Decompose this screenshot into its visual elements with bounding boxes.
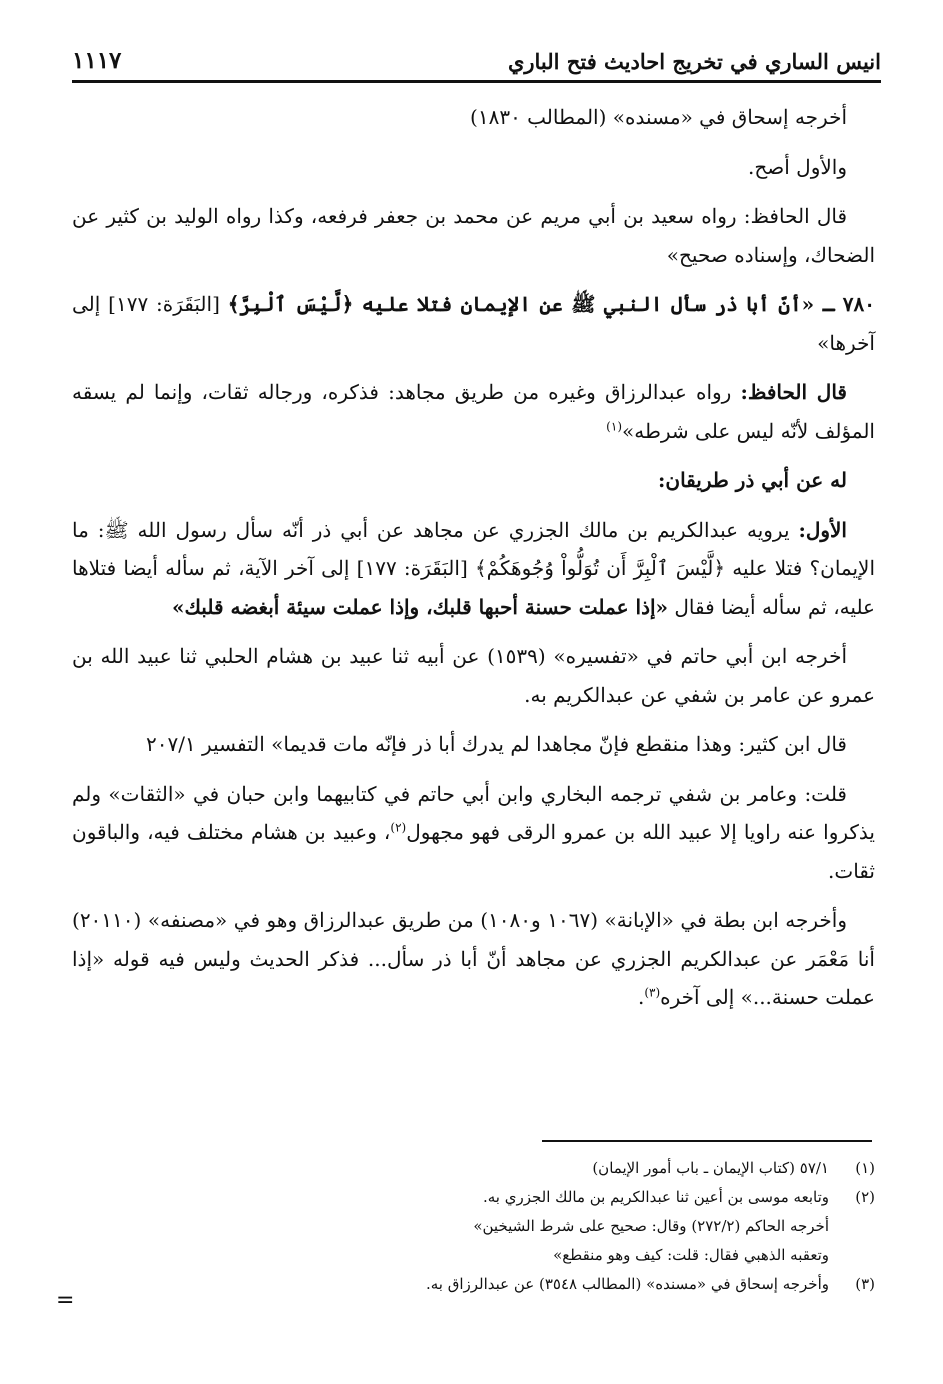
- heading-text: له عن أبي ذر طريقان:: [658, 468, 847, 492]
- hadith-quote: «إذا عملت حسنة أحبها قلبك، وإذا عملت سيئة أبغضه قلبك»: [171, 594, 669, 619]
- footnote-number: (١): [855, 1159, 875, 1177]
- paragraph: [72, 373, 875, 450]
- footnote-text: وأخرجه إسحاق في «مسنده» (المطالب ٣٥٤٨) عن عبدالرزاق به.: [425, 1275, 829, 1293]
- paragraph-text: وأخرجه ابن بطة في «الإبانة» (١٠٦٧ و١٠٨٠) من طريق عبدالرزاق وهو في «مصنفه» (٢٠١١٠) أنا مَعْمَر عن عبدالكريم الجزري عن مجاهد أنّ أبا ذر سأل... فذكر الحديث وليس فيه قوله «إذا عملت حسنة...» إلى آخره: [72, 908, 875, 1009]
- paragraph-text: .: [637, 985, 645, 1009]
- paragraph: [72, 511, 875, 627]
- running-header: [72, 40, 881, 83]
- paragraph-text: والأول أصح.: [748, 154, 847, 179]
- paragraph-text: رواه عبدالرزاق وغيره من طريق مجاهد: فذكره، ورجاله ثقات، وإنما لم يسقه المؤلف لأنّه ليس على شرطه»: [72, 380, 875, 443]
- footnote-text: وتعقبه الذهبي فقال: قلت: كيف وهو منقطع»: [553, 1246, 829, 1264]
- footnote-ref: (١): [606, 418, 622, 433]
- paragraph: [72, 637, 875, 714]
- paragraph-text: يرويه عبدالكريم بن مالك الجزري عن مجاهد عن أبي ذر أنّه سأل رسول الله ﷺ: ما الإيمان؟ فتلا عليه ﴿لَّيْسَ ٱلْبِرَّ أَن تُوَلُّواْ وُجُوهَكُمْ﴾ [البَقَرَة: ١٧٧] إلى آخر الآية، ثم سأله أيضا فتلاها عليه، ثم سأله أيضا فقال: [72, 517, 876, 619]
- margin-mark: =: [56, 1288, 75, 1313]
- footnote-text: وتابعه موسى بن أعين ثنا عبدالكريم بن مالك الجزري به.: [482, 1188, 829, 1206]
- paragraph-text: قلت: وعامر بن شفي ترجمه البخاري وابن أبي حاتم في كتابيهما وابن حبان في «الثقات» ولم يذكروا عنه راويا إلا عبيد الله بن عمرو الرقى فهو مجهول: [72, 781, 875, 844]
- footnote: [120, 1154, 875, 1183]
- section-heading: [72, 461, 875, 500]
- speaker-label: الأول:: [798, 517, 847, 542]
- footnote-number: (٢): [855, 1188, 875, 1206]
- hadith-entry: [72, 285, 875, 362]
- footnotes: [120, 1154, 875, 1299]
- paragraph-text: قال الحافظ: رواه سعيد بن أبي مريم عن محمد بن جعفر فرفعه، وكذا رواه الوليد بن كثير عن الضحاك، وإسناده صحيح»: [72, 204, 875, 267]
- footnote-number: (٣): [855, 1275, 875, 1293]
- footnote-continuation: [120, 1212, 875, 1241]
- paragraph: [72, 775, 875, 891]
- footnote-ref: (٣): [644, 985, 661, 1000]
- paragraph: [72, 901, 875, 1017]
- footnote: [120, 1270, 875, 1299]
- footnote-ref: (٢): [390, 820, 407, 835]
- paragraph-text: [البَقَرَة: ١٧٧] إلى آخرها»: [72, 292, 875, 355]
- paragraph-text: ، وعبيد بن هشام مختلف فيه، والباقون ثقات.: [72, 820, 875, 883]
- footnote-continuation: [120, 1241, 875, 1270]
- footnote-text: أخرجه الحاكم (٢٧٢/٢) وقال: صحيح على شرط الشيخين»: [473, 1217, 829, 1235]
- footnote-text: ٥٧/١ (كتاب الإيمان ـ باب أمور الإيمان): [592, 1159, 829, 1177]
- paragraph-text: أخرجه إسحاق في «مسنده» (المطالب ١٨٣٠): [470, 105, 847, 129]
- main-text: [72, 98, 875, 1028]
- paragraph: [72, 148, 875, 187]
- hadith-text: ٧٨٠ ـ «أنّ أبا ذر سأل النبي ﷺ عن الإيمان فتلا عليه ﴿لَّيْسَ ٱلْبِرَّ﴾: [227, 292, 875, 316]
- book-title: انيس الساري في تخريج احاديث فتح الباري: [507, 49, 881, 74]
- speaker-label: قال الحافظ:: [740, 380, 847, 404]
- paragraph: [72, 725, 875, 764]
- page-number: ١١١٧: [72, 47, 122, 74]
- paragraph-text: قال ابن كثير: وهذا منقطع فإنّ مجاهدا لم يدرك أبا ذر فإنّه مات قديما» التفسير ٢٠٧/١: [145, 732, 847, 756]
- paragraph: [72, 197, 875, 274]
- footnote-divider: [542, 1140, 872, 1142]
- paragraph: [72, 98, 875, 137]
- footnote: [120, 1183, 875, 1212]
- paragraph-text: أخرجه ابن أبي حاتم في «تفسيره» (١٥٣٩) عن أبيه ثنا عبيد بن هشام الحلبي ثنا عبيد الله بن عمرو عن عامر بن شفي عن عبدالكريم به.: [72, 644, 875, 707]
